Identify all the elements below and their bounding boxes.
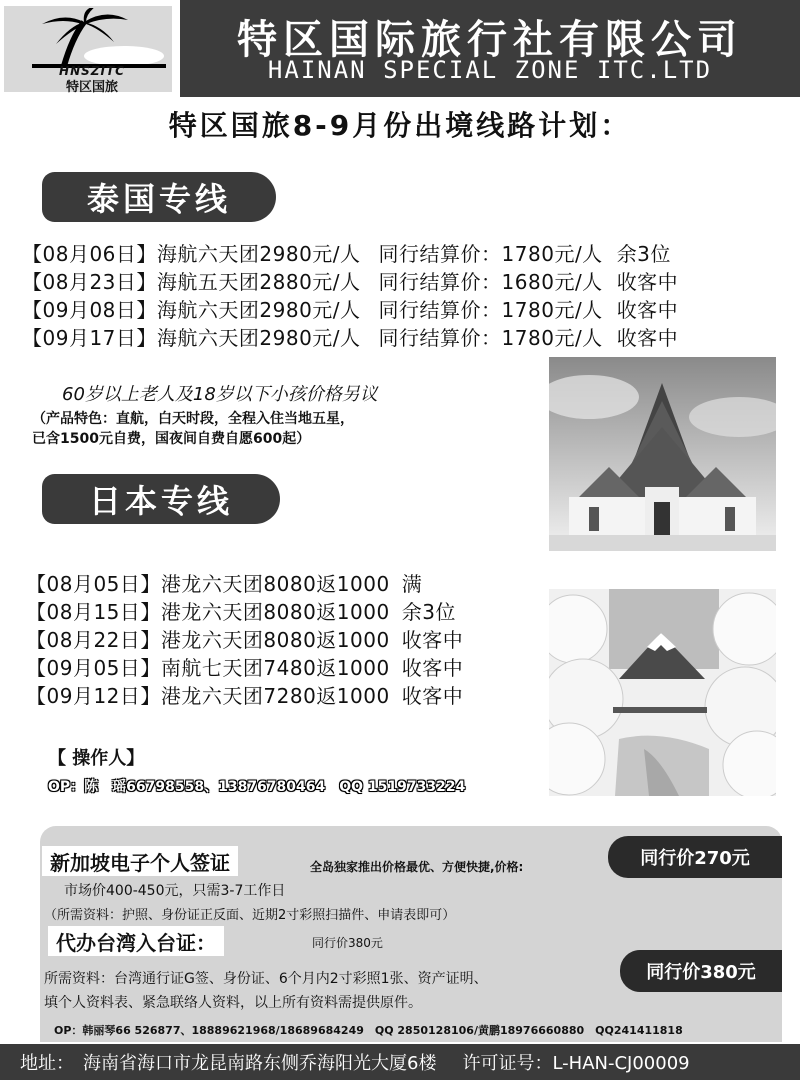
operator-contact: OP：陈 瑶66798558、13876780464 QQ 1519733224 (48, 779, 466, 795)
footer-license: 许可证号：L-HAN-CJ00009 (462, 1053, 690, 1074)
route-date: 【09月05日】 (26, 656, 161, 680)
thailand-note-extras: 已含1500元自费，国夜间自费自愿600起） (32, 431, 311, 447)
singapore-visa-title: 新加坡电子个人签证 (42, 846, 238, 876)
taiwan-permit-docs-1: 所需资料：台湾通行证G签、身份证、6个月内2寸彩照1张、资产证明、 (44, 971, 488, 987)
thailand-note-features: （产品特色：直航，白天时段，全程入住当地五星， (32, 411, 354, 427)
route-date: 【08月22日】 (26, 628, 161, 652)
route-status: 满 (401, 572, 423, 596)
taiwan-permit-price-small: 同行价380元 (312, 936, 383, 950)
taiwan-permit-title: 代办台湾入台证： (48, 926, 224, 956)
route-status: 收客中 (401, 684, 464, 708)
route-date: 【08月05日】 (26, 572, 161, 596)
company-logo (4, 6, 172, 95)
logo-english: HNSZITC (59, 64, 125, 78)
route-settle-price: 同行结算价：1780元/人 (378, 326, 603, 350)
singapore-visa-docs: （所需资料：护照、身份证正反面、近期2寸彩照扫描件、申请表即可） (44, 908, 456, 923)
route-date: 【09月12日】 (26, 684, 161, 708)
route-date: 【09月17日】 (22, 326, 157, 350)
taiwan-permit-docs-2: 填个人资料表、紧急联络人资料，以上所有资料需提供原件。 (44, 995, 422, 1011)
route-desc: 港龙六天团7280返1000 (160, 684, 390, 708)
japan-section-title: 日本专线 (42, 474, 280, 524)
singapore-visa-price: 同行价270元 (608, 836, 782, 878)
taiwan-permit-price: 同行价380元 (620, 950, 782, 992)
thai-temple-photo (549, 357, 776, 551)
route-desc: 海航六天团2980元/人 (156, 298, 361, 322)
header (0, 0, 800, 97)
route-settle-price: 同行结算价：1780元/人 (378, 242, 603, 266)
operator-title: 【 操作人】 (48, 748, 145, 769)
list-item (26, 596, 456, 625)
route-settle-price: 同行结算价：1680元/人 (378, 270, 603, 294)
route-settle-price: 同行结算价：1780元/人 (378, 298, 603, 322)
list-item (22, 238, 671, 267)
list-item (26, 568, 422, 597)
footer-bar (0, 1044, 800, 1080)
company-name-en: HAINAN SPECIAL ZONE ITC.LTD (267, 56, 713, 84)
route-date: 【08月06日】 (22, 242, 157, 266)
route-desc: 南航七天团7480返1000 (160, 656, 390, 680)
route-date: 【08月15日】 (26, 600, 161, 624)
route-status: 收客中 (616, 326, 679, 350)
singapore-visa-market-price: 市场价400-450元，只需3-7工作日 (64, 883, 286, 899)
plan-title: 特区国旅8-9月份出境线路计划： (168, 109, 632, 142)
route-date: 【09月08日】 (22, 298, 157, 322)
footer-address: 地址： 海南省海口市龙昆南路东侧乔海阳光大厦6楼 (20, 1053, 437, 1074)
thailand-note-age: 60岁以上老人及18岁以下小孩价格另议 (62, 384, 378, 405)
list-item (22, 322, 678, 351)
route-status: 收客中 (401, 656, 464, 680)
route-date: 【08月23日】 (22, 270, 157, 294)
list-item (26, 652, 463, 681)
route-desc: 海航六天团2980元/人 (156, 242, 361, 266)
list-item (22, 266, 678, 295)
route-desc: 港龙六天团8080返1000 (160, 572, 390, 596)
route-status: 余3位 (616, 242, 671, 266)
visa-contacts: OP：韩丽琴66 526877、18889621968/18689684249 QQ 2850128106/黄鹏18976660880 QQ241411818 (54, 1024, 683, 1037)
route-status: 收客中 (616, 270, 679, 294)
route-desc: 港龙六天团8080返1000 (160, 600, 390, 624)
route-status: 余3位 (401, 600, 456, 624)
mount-fuji-photo (549, 589, 776, 796)
route-desc: 港龙六天团8080返1000 (160, 628, 390, 652)
list-item (26, 680, 463, 709)
route-status: 收客中 (401, 628, 464, 652)
logo-chinese: 特区国旅 (65, 80, 118, 95)
list-item (22, 294, 678, 323)
route-desc: 海航六天团2980元/人 (156, 326, 361, 350)
singapore-visa-desc: 全岛独家推出价格最优、方便快捷,价格: (310, 860, 524, 874)
thailand-section-title: 泰国专线 (42, 172, 276, 222)
route-desc: 海航五天团2880元/人 (156, 270, 361, 294)
company-name-cn: 特区国际旅行社有限公司 (237, 17, 743, 63)
palm-tree-icon (24, 8, 174, 68)
list-item (26, 624, 463, 653)
route-status: 收客中 (616, 298, 679, 322)
